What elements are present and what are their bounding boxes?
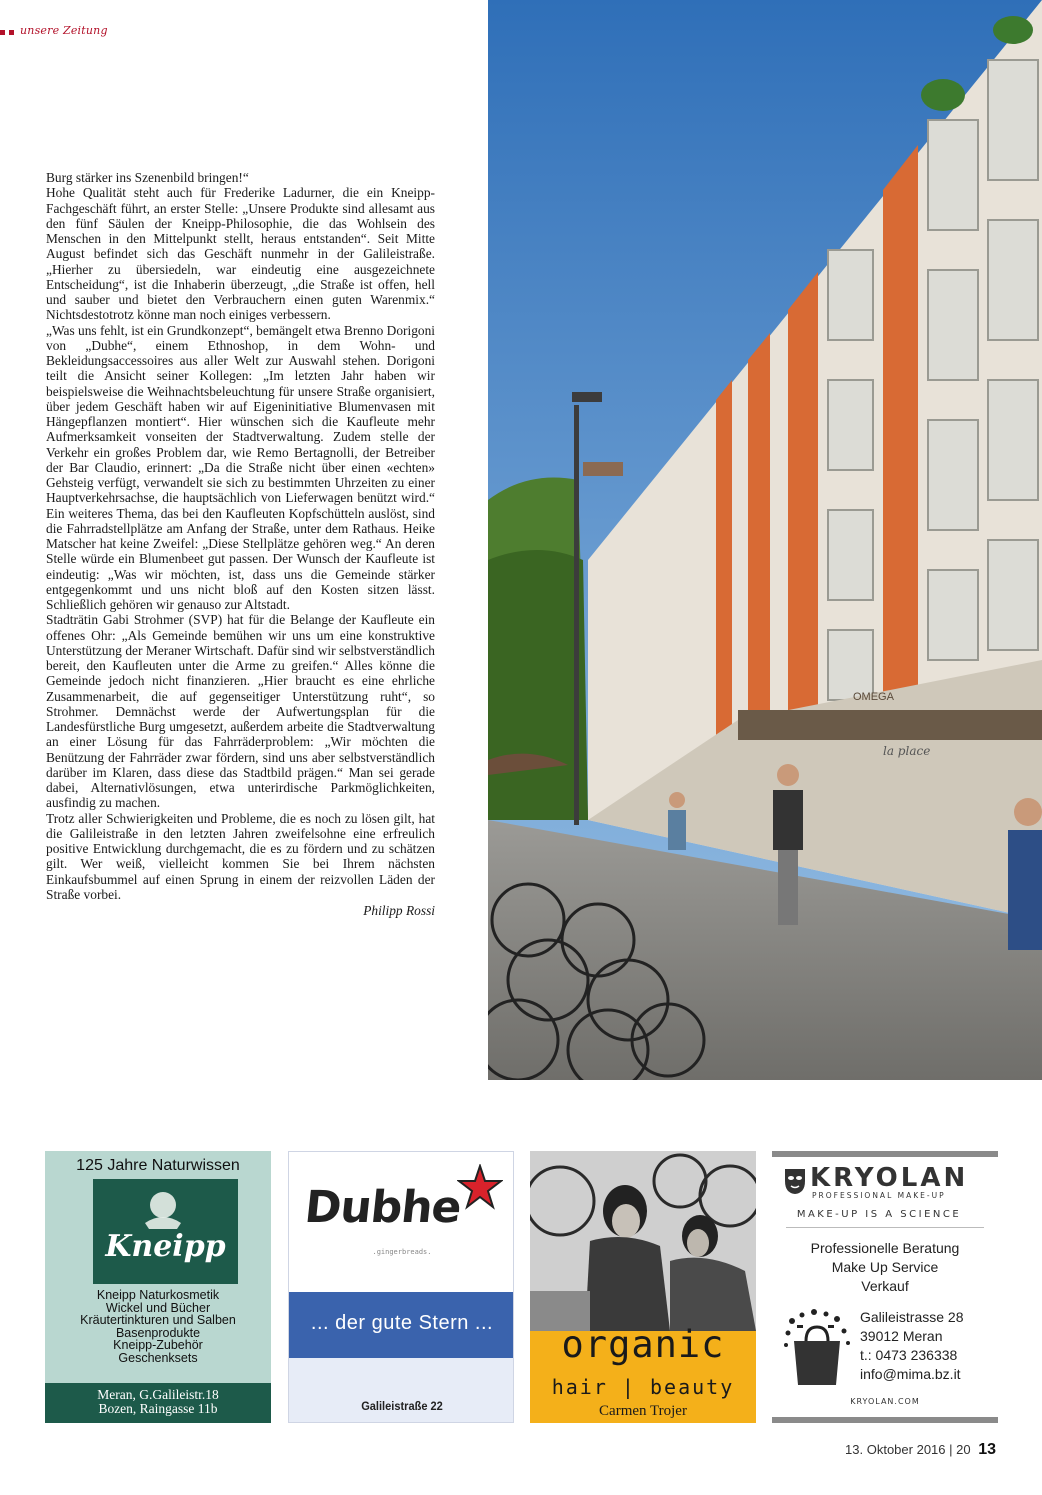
kneipp-address-line: Meran, G.Galileistr.18 (97, 1387, 219, 1402)
header-square (9, 30, 14, 35)
dubhe-address: Galileistraße 22 (361, 1399, 443, 1413)
header-mark (0, 25, 140, 39)
street-photo (488, 0, 1042, 1080)
kryolan-url: KRYOLAN.COM (850, 1397, 920, 1406)
ad-kryolan (772, 1151, 998, 1423)
kryolan-service: Make Up Service (831, 1259, 939, 1275)
organic-subline: hair | beauty (551, 1375, 735, 1399)
kryolan-phone: t.: 0473 236338 (860, 1347, 958, 1363)
kneipp-product: Kräutertinkturen und Salben (80, 1313, 236, 1327)
kryolan-services (772, 1239, 998, 1296)
bag-icon (780, 1307, 854, 1387)
article-paragraph: Stadträtin Gabi Strohmer (SVP) hat für die Belange der Kaufleute ein offenes Ohr: „Als Gemeinde bemühen wir uns um eine konstruktive Unterstützung der Meraner Wirtschaft. Dafür sind wir selbstverständlich bereit, den Kaufleuten unter die Arme zu greifen.“ Alles könne die Gemeinde jedoch nicht finanzieren. „Hier braucht es eine ehrliche Zusammenarbeit, die auf gegenseitiger Unterstützung ruht“, so Strohmer. Demnächst werde der Aufwertungsplan für die Landesfürstliche Burg umgesetzt, außerdem arbeite die Stadtverwaltung an einer Lösung für das Fahrräderproblem: „Wir möchten die Benützung der Fahrräder zwar fördern, sind uns aber selbstverständlich darüber im Klaren, dass diese das Stadtbild prägen.“ Man sei gerade dabei, Alternativlösungen, etwa unterirdische Parkmöglichkeiten, ausfindig zu machen. (46, 612, 435, 811)
kneipp-title: 125 Jahre Naturwissen (76, 1157, 240, 1174)
article-paragraph: Hohe Qualität steht auch für Frederike Ladurner, die ein Kneipp-Fachgeschäft führt, an erster Stelle: „Unsere Produkte sind allesamt aus den fünf Säulen der Kneipp-Philosophie, die das Wohlsein des Menschen in den Mittelpunkt stellt, heraus entstanden“. Seit Mitte August befindet sich das Geschäft nunmehr in der Galileistraße. „Hierher zu übersiedeln, war eindeutig eine ausgezeichnete Entscheidung“, ist die Inhaberin überzeugt, „die Straße ist offen, hell und sauber und bietet den Verbrauchern einen guten Warenmix.“ Nichtsdestotrotz könne man noch einiges verbessern. (46, 185, 435, 323)
kryolan-subline: PROFESSIONAL MAKE-UP (812, 1191, 946, 1200)
publication-name: unsere Zeitung (20, 24, 108, 37)
article-paragraph: Trotz aller Schwierigkeiten und Probleme, die es noch zu lösen gilt, hat die Galileistraße in den letzten Jahren zweifelsohne eine erfreulich positive Entwicklung durchgemacht, die es zu fördern und zu schätzen gilt. Wer weiß, vielleicht kommen Sie bei Ihrem nächsten Einkaufsbummel auf einen Sprung in einem der reizvollen Läden der Straße vorbei. (46, 810, 435, 902)
ad-dubhe (288, 1151, 514, 1423)
organic-photo (530, 1151, 756, 1331)
kryolan-address-line: 39012 Meran (860, 1328, 943, 1344)
issue-date: 13. Oktober 2016 | 20 (845, 1442, 971, 1457)
kneipp-product: Kneipp-Zubehör (113, 1338, 203, 1352)
kneipp-product: Kneipp Naturkosmetik (96, 1288, 220, 1302)
dubhe-subline: .gingerbreads. (372, 1248, 432, 1256)
kneipp-product-list (45, 1289, 271, 1364)
kneipp-product: Wickel und Bücher (105, 1300, 211, 1315)
kneipp-address-line: Bozen, Raingasse 11b (98, 1401, 218, 1416)
kryolan-email: info@mima.bz.it (860, 1366, 961, 1382)
dubhe-slogan: ... der gute Stern ... (310, 1312, 494, 1334)
shop-sign-omega: OMEGA (853, 691, 894, 703)
kryolan-service: Professionelle Beratung (810, 1240, 960, 1256)
ad-kneipp (45, 1151, 271, 1423)
shop-sign-laplace: la place (883, 744, 931, 758)
organic-owner: Carmen Trojer (599, 1403, 687, 1419)
page-footer (845, 1441, 996, 1459)
star-icon (457, 1164, 503, 1210)
page-number: 13 (978, 1441, 996, 1458)
kryolan-address-line: Galileistrasse 28 (860, 1309, 964, 1325)
kryolan-wordmark: KRYOLAN (810, 1163, 969, 1193)
kneipp-wordmark: Kneipp (105, 1229, 226, 1264)
kryolan-address (860, 1308, 964, 1384)
kneipp-logo (93, 1179, 238, 1284)
divider (786, 1227, 984, 1228)
mask-icon (784, 1167, 806, 1195)
ad-organic (530, 1151, 756, 1423)
dubhe-wordmark: Dubhe (302, 1182, 464, 1233)
kryolan-service: Verkauf (861, 1278, 909, 1294)
organic-wordmark: organic (561, 1323, 725, 1366)
article-body (46, 170, 435, 918)
article-author: Philipp Rossi (363, 903, 435, 918)
header-square (0, 30, 5, 35)
kneipp-product: Geschenksets (118, 1350, 198, 1365)
kryolan-slogan: MAKE-UP IS A SCIENCE (796, 1209, 962, 1220)
article-paragraph: „Was uns fehlt, ist ein Grundkonzept“, bemängelt etwa Brenno Dorigoni von „Dubhe“, einem Ethnoshop, in dem Wohn- und Bekleidungsaccessoires aus aller Welt zur Auswahl stehen. Dorigoni teilt die Ansicht seiner Kollegen: „Im letzten Jahr haben wir beispielsweise die Weihnachtsbeleuchtung für unsere Straße organisiert, über jedem Geschäft haben wir auf Eigeninitiative Blumenvasen mit Hängepflanzen montiert“. Hier wünschen sich die Kaufleute mehr Aufmerksamkeit vonseiten der Stadtverwaltung. Zudem stelle der Verkehr ein großes Problem dar, wie Remo Bertagnolli, der Betreiber der Bar Claudio, erinnert: „Da die Straße nicht über einen «echten» Gehsteig verfügt, verwandelt sie sich zu bestimmten Uhrzeiten zu einer Hauptverkehrsachse, die hauptsächlich von Lieferwagen benützt wird.“ Ein weiteres Thema, das bei den Kaufleuten Kopfschütteln auslöst, sind die Fahrradstellplätze am Anfang der Straße, unter dem Rathaus. Heike Matscher hat keine Zweifel: „Diese Stellplätze gehören weg.“ An deren Stelle würde ein Blumenbeet gut passen. Der Wunsch der Kaufleute ist eindeutig: „Was wir möchten, ist, dass uns die Gemeinde stärker entgegenkommt und uns nicht bloß auf den Kosten sitzen lässt. Schließlich gehören wir genauso zur Altstadt. (46, 322, 436, 612)
kneipp-product: Basenprodukte (115, 1325, 201, 1340)
article-paragraph: Burg stärker ins Szenenbild bringen!“ (46, 170, 249, 185)
kneipp-address (45, 1383, 271, 1423)
